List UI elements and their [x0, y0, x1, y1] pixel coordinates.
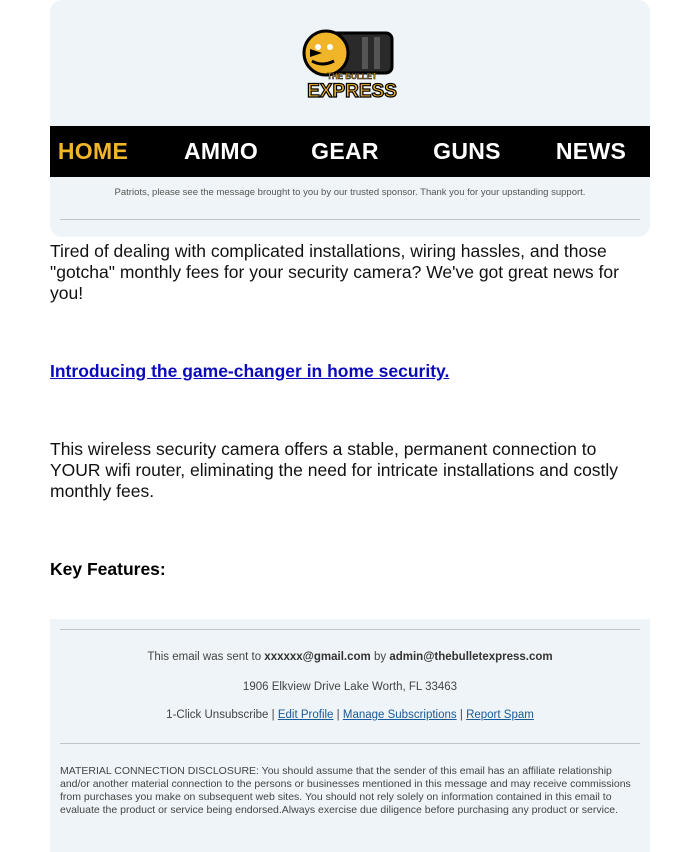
- nav-home[interactable]: HOME: [57, 138, 129, 164]
- mailing-address: 1906 Elkview Drive Lake Worth, FL 33463: [242, 681, 458, 693]
- header-divider: [60, 219, 640, 220]
- bullet-express-logo[interactable]: [300, 27, 400, 105]
- logo-main-text: EXPRESS: [307, 81, 397, 102]
- recipient-email: xxxxxx@gmail.com: [264, 651, 371, 663]
- manage-subscriptions-link[interactable]: Manage Subscriptions: [342, 709, 457, 721]
- sent-to-line: [50, 651, 650, 663]
- link-separator: |: [459, 709, 463, 721]
- description-paragraph: This wireless security camera offers a stable, permanent connection to YOUR wifi router, eliminating the need for intricate installations and costly monthly fees.: [50, 439, 619, 501]
- sponsor-message: Patriots, please see the message brought to you by our trusted sponsor. Thank you for your upstanding support.: [114, 187, 586, 198]
- key-features-heading: Key Features:: [50, 559, 166, 579]
- unsubscribe-text[interactable]: 1-Click Unsubscribe: [166, 709, 269, 721]
- footer: [50, 619, 650, 852]
- main-nav: [50, 126, 650, 177]
- nav-guns[interactable]: GUNS: [433, 138, 501, 164]
- promo-link[interactable]: Introducing the game-changer in home security.: [50, 361, 450, 381]
- footer-divider-top: [60, 629, 640, 630]
- nav-gear[interactable]: GEAR: [311, 138, 379, 164]
- logo-top-text: THE BULLET: [327, 72, 377, 81]
- intro-paragraph: Tired of dealing with complicated installations, wiring hassles, and those "gotcha" monthly fees for your security camera? We've got great news for you!: [50, 241, 619, 303]
- footer-links: [50, 709, 650, 721]
- nav-ammo[interactable]: AMMO: [183, 138, 259, 164]
- footer-divider-bottom: [60, 743, 640, 744]
- report-spam-link[interactable]: Report Spam: [466, 709, 534, 721]
- link-separator: |: [271, 709, 275, 721]
- edit-profile-link[interactable]: Edit Profile: [277, 709, 334, 721]
- sent-prefix: This email was sent to: [147, 651, 262, 663]
- nav-news[interactable]: NEWS: [555, 138, 627, 164]
- link-separator: |: [336, 709, 340, 721]
- by-word: by: [373, 651, 387, 663]
- sender-email: admin@thebulletexpress.com: [389, 651, 553, 663]
- disclosure-text: MATERIAL CONNECTION DISCLOSURE: You should assume that the sender of this email has an affiliate relationship and/or another material connection to the persons or businesses mentioned in this message and may receive commissions from purchases you make on subsequent web sites. You should not rely solely on information contained in this email to evaluate the product or service being endorsed.Always exercise due diligence before purchasing any product or service.: [60, 765, 631, 816]
- header-card: [50, 0, 650, 237]
